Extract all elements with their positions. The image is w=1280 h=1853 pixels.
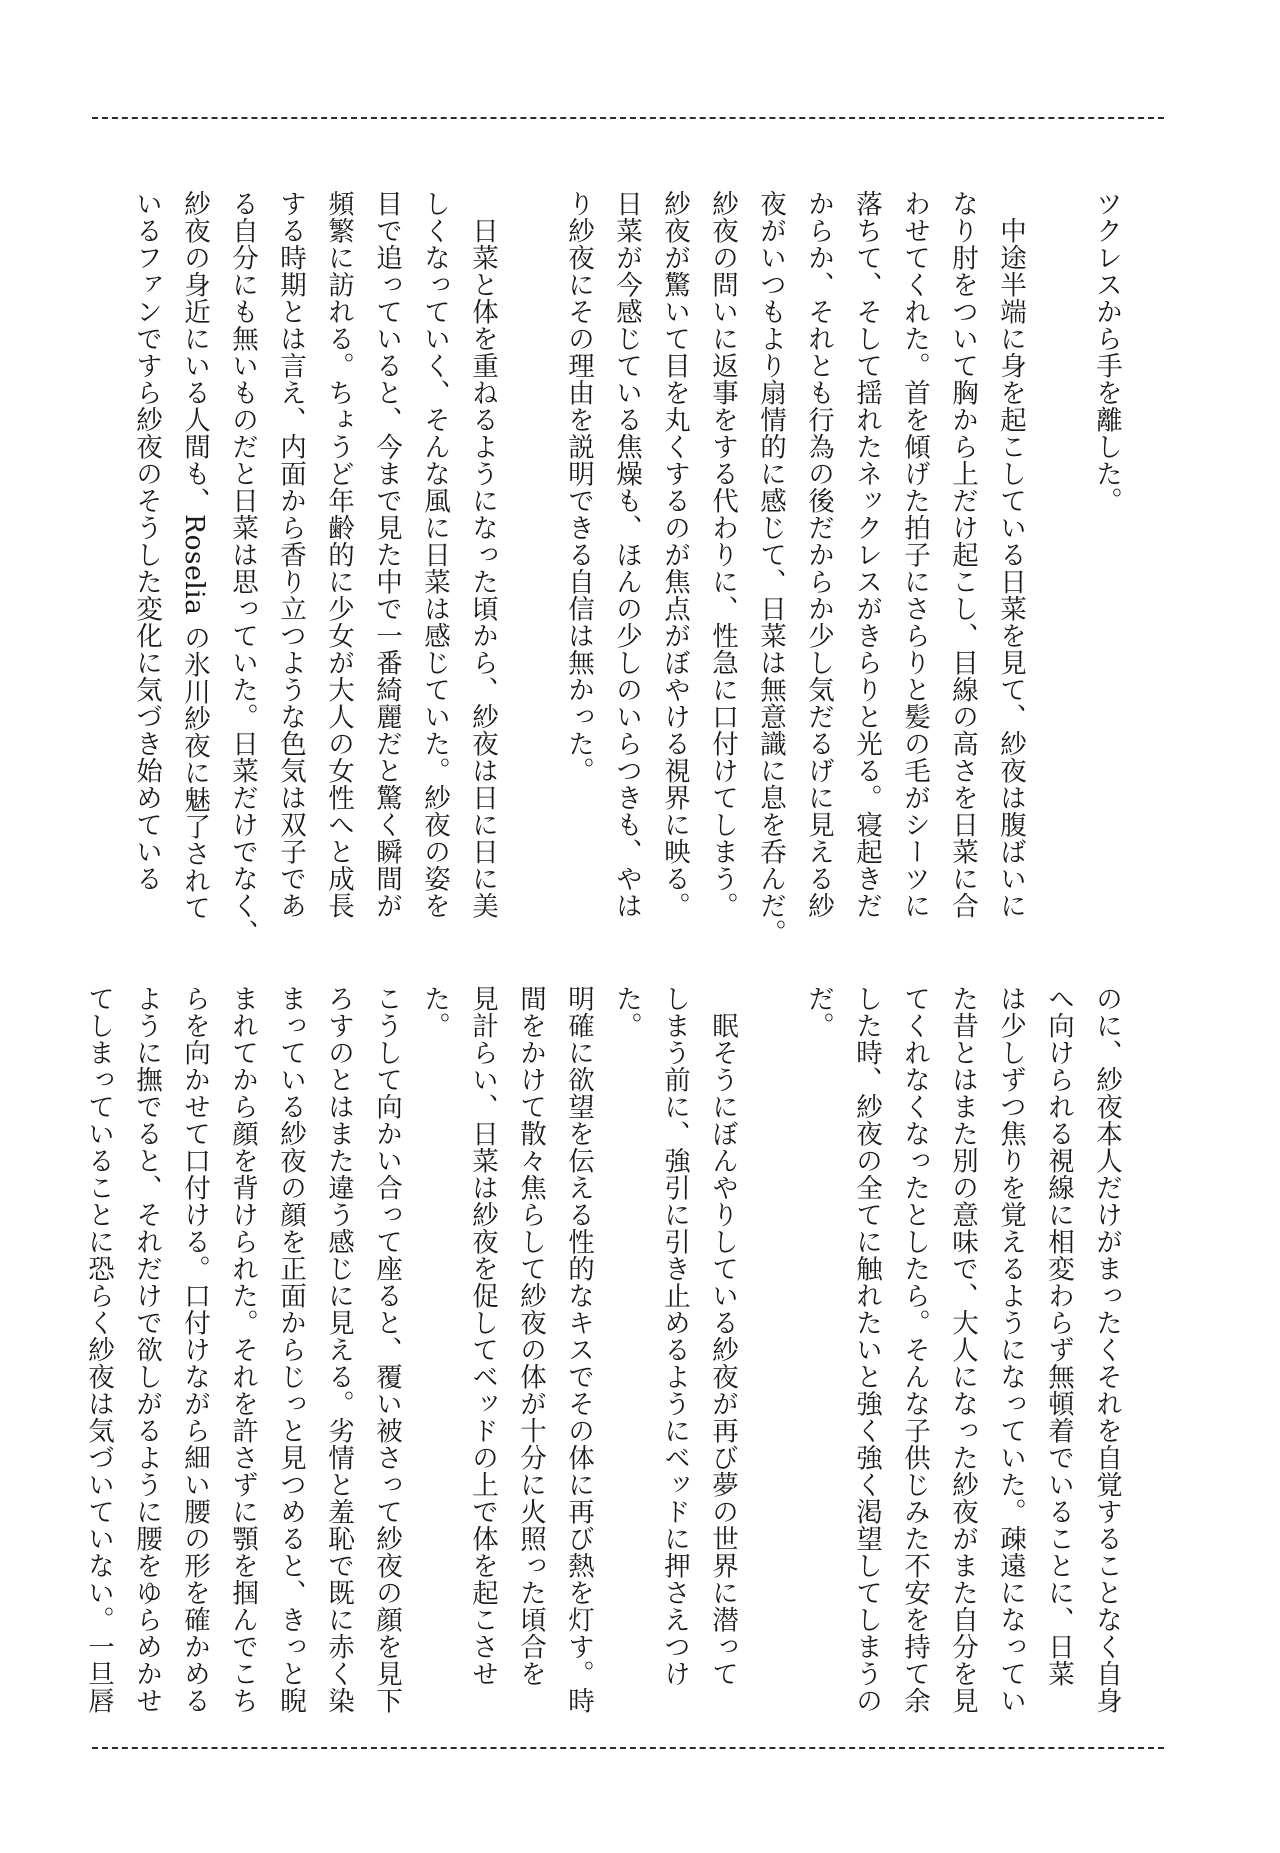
top-divider bbox=[92, 117, 1164, 119]
paragraph-gap bbox=[1034, 190, 1082, 948]
lower-text-block bbox=[83, 985, 1130, 1715]
paragraph: 日菜と体を重ねるようになった頃から、紗夜は日に日に美 しくなっていく、そんな風に日菜は感じていた。紗夜の姿を 目で追っていると、今まで見た中で一番綺麗だと驚く瞬間が 頻繁に訪れる。ちょうど年齢的に少女が大人の女性へと成長 する時期とは言え、内面から香り立つような色気は双子であ る自分にも無いものだと日菜は思っていた。日菜だけでなく、 紗夜の身近にいる人間も、Roselia の氷川紗夜に魅了されて いるファンですら紗夜のそうした変化に気づき始めている bbox=[131, 190, 498, 946]
upper-text-block bbox=[120, 190, 1130, 948]
paragraph-gap bbox=[506, 190, 554, 948]
paragraph-gap bbox=[746, 985, 794, 1715]
paragraph: ツクレスから手を離した。 bbox=[1091, 190, 1122, 514]
paragraph: 眠そうにぼんやりしている紗夜が再び夢の世界に潜って しまう前に、強引に引き止めるようにベッドに押さえつけた。 明確に欲望を伝える性的なキスでその体に再び熱を灯す。時 間をかけて散々焦らして紗夜の体が十分に火照った頃合を 見計らい、日菜は紗夜を促してベッドの上で体を起こさせた。 こうして向かい合って座ると、覆い被さって紗夜の顔を見下 ろすのとはまた違う感じに見える。劣情と羞恥で既に赤く染 まっている紗夜の顔を正面からじっと見つめると、きっと睨 まれてから顔を背けられた。それを許さずに顎を掴んでこち らを向かせて口付ける。口付けながら細い腰の形を確かめる ように撫でると、それだけで欲しがるように腰をゆらめかせ てしまっていることに恐らく紗夜は気づいていない。一旦唇 bbox=[83, 985, 738, 1714]
bottom-divider bbox=[92, 1747, 1164, 1749]
paragraph: 中途半端に身を起こしている日菜を見て、紗夜は腹ばいに なり肘をついて胸から上だけ起こし、目線の高さを日菜に合 わせてくれた。首を傾げた拍子にさらりと髪の毛がシーツに 落ちて、そして揺れたネックレスがきらりと光る。寝起きだ からか、それとも行為の後だからか少し気だるげに見える紗 夜がいつもより扇情的に感じて、日菜は無意識に息を呑んだ。 紗夜の問いに返事をする代わりに、性急に口付けてしまう。 紗夜が驚いて目を丸くするのが焦点がぼやける視界に映る。 日菜が今感じている焦燥も、ほんの少しのいらつきも、やは り紗夜にその理由を説明できる自信は無かった。 bbox=[563, 190, 1026, 946]
paragraph: のに、紗夜本人だけがまったくそれを自覚することなく自身 へ向けられる視線に相変わらず無頓着でいることに、日菜 は少しずつ焦りを覚えるようになっていた。疎遠になってい た昔とはまた別の意味で、大人になった紗夜がまた自分を見 てくれなくなったとしたら。そんな子供じみた不安を持て余 した時、紗夜の全てに触れたいと強く強く渇望してしまうの だ。 bbox=[803, 985, 1122, 1714]
